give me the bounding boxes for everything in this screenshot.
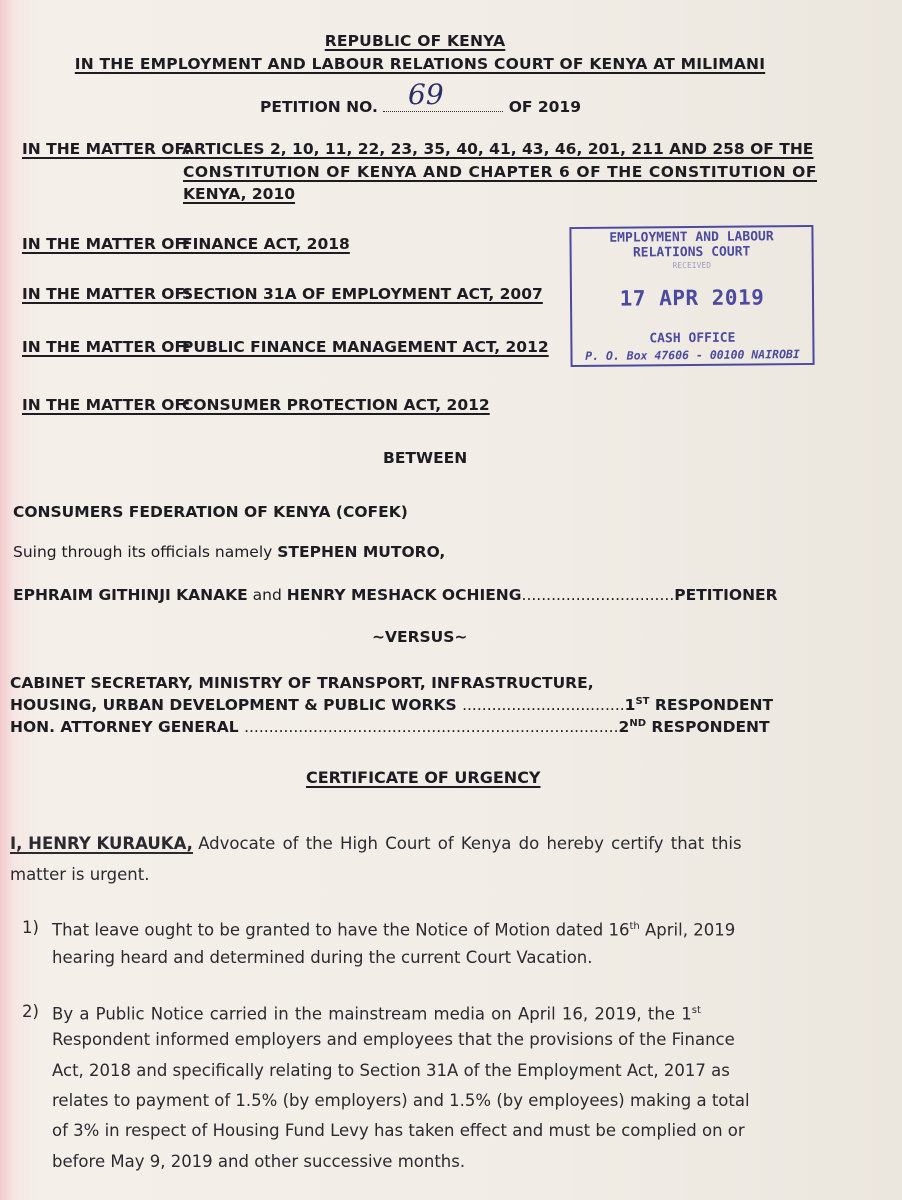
matter-1-cont2: KENYA, 2010 [183,185,296,203]
paragraph-1-number: 1) [22,918,39,937]
official-1: STEPHEN MUTORO, [277,543,446,561]
officials-line [13,586,778,604]
advocate-name: I, HENRY KURAUKA, [10,834,193,853]
matter-2 [22,235,350,253]
respondent-1-line2-row [10,696,773,714]
official-2: EPHRAIM GITHINJI KANAKE [13,586,248,604]
matter-5 [22,396,490,414]
respondent-1-ordinal: 1 [624,696,636,715]
intro-line2: matter is urgent. [10,865,150,884]
respondent-1-ordinal-sup: ST [635,696,650,707]
official-3: HENRY MESHACK OCHIENG [286,586,522,604]
stamp-office: CASH OFFICE [649,330,736,347]
suing-line [13,543,445,561]
versus-label: ~VERSUS~ [372,628,468,646]
certificate-title: CERTIFICATE OF URGENCY [306,768,541,787]
matter-label: IN THE MATTER OF: [22,285,191,303]
petition-suffix: OF 2019 [508,98,581,116]
matter-label: IN THE MATTER OF: [22,235,191,253]
intro-text: Advocate of the High Court of Kenya do hereby certify that this [198,834,742,853]
paragraph-2-line4: relates to payment of 1.5% (by employers) and 1.5% (by employees) making a total [52,1091,750,1110]
respondent-2-ordinal: 2 [618,718,630,737]
petitioner-role: PETITIONER [674,586,778,604]
p2-line1-text: By a Public Notice carried in the mainstream media on April 16, 2019, the 1 [52,1004,692,1024]
suing-text: Suing through its officials namely [13,543,273,561]
paragraph-1-line1 [52,911,735,946]
paragraph-2-line6: before May 9, 2019 and other successive months. [52,1152,466,1171]
paragraph-2-line2: Respondent informed employers and employees that the provisions of the Finance [52,1030,735,1049]
matter-text: FINANCE ACT, 2018 [182,235,350,253]
matter-text: PUBLIC FINANCE MANAGEMENT ACT, 2012 [182,338,549,356]
certificate-intro [10,828,880,859]
respondent-2-ordinal-sup: ND [629,718,646,729]
matter-1 [22,140,813,158]
respondent-1-line2: HOUSING, URBAN DEVELOPMENT & PUBLIC WORKS [10,696,457,715]
paragraph-1-line2: hearing heard and determined during the current Court Vacation. [52,948,593,967]
paragraph-2-line3: Act, 2018 and specifically relating to Section 31A of the Employment Act, 2017 as [52,1061,730,1080]
p1-text-b: April, 2019 [645,920,736,940]
respondent-2-role: RESPONDENT [651,718,770,737]
matter-label: IN THE MATTER OF: [22,338,191,356]
republic-heading: REPUBLIC OF KENYA [324,32,506,50]
matter-3 [22,285,543,303]
respondent-1-role: RESPONDENT [654,696,774,715]
p2-sup: st [691,1005,701,1016]
respondent-1-dots: ................................. [462,696,625,715]
matter-label: IN THE MATTER OF: [22,140,191,158]
respondent-1-line1: CABINET SECRETARY, MINISTRY OF TRANSPORT, INFRASTRUCTURE, [10,674,594,692]
stamp-line1: EMPLOYMENT AND LABOUR [609,229,774,246]
p1-text-a: That leave ought to be granted to have the Notice of Motion dated 16 [52,920,630,940]
stamp-line2: RELATIONS COURT [632,244,751,261]
petition-prefix: PETITION NO. [260,98,378,116]
p1-sup: th [629,921,640,932]
matter-4 [22,338,549,356]
matter-text: SECTION 31A OF EMPLOYMENT ACT, 2007 [182,285,543,303]
respondent-2-name: HON. ATTORNEY GENERAL [10,718,239,737]
stamp-line3: RECEIVED [672,260,712,271]
petition-number-handwritten: 69 [408,78,444,111]
petitioner-dots: ............................... [521,586,675,604]
between-label: BETWEEN [383,449,468,467]
stamp-address: P. O. Box 47606 - 00100 NAIROBI [585,347,800,363]
matter-label: IN THE MATTER OF: [22,396,191,414]
respondent-2-dots: ............................................................................ [244,718,619,737]
respondent-2-row [10,718,770,736]
paragraph-2-line5: of 3% in respect of Housing Fund Levy has taken effect and must be complied on or [52,1121,745,1140]
paragraph-2-number: 2) [22,1002,39,1021]
court-received-stamp [569,225,814,367]
stamp-date: 17 APR 2019 [619,285,765,311]
court-heading: IN THE EMPLOYMENT AND LABOUR RELATIONS COURT OF KENYA AT MILIMANI [74,55,766,73]
matter-text: ARTICLES 2, 10, 11, 22, 23, 35, 40, 41, 43, 46, 201, 211 AND 258 OF THE [182,140,814,158]
and-word: and [252,586,282,604]
petitioner-org: CONSUMERS FEDERATION OF KENYA (COFEK) [13,503,408,521]
matter-1-cont1: CONSTITUTION OF KENYA AND CHAPTER 6 OF THE CONSTITUTION OF [183,163,817,181]
matter-text: CONSUMER PROTECTION ACT, 2012 [182,396,490,414]
